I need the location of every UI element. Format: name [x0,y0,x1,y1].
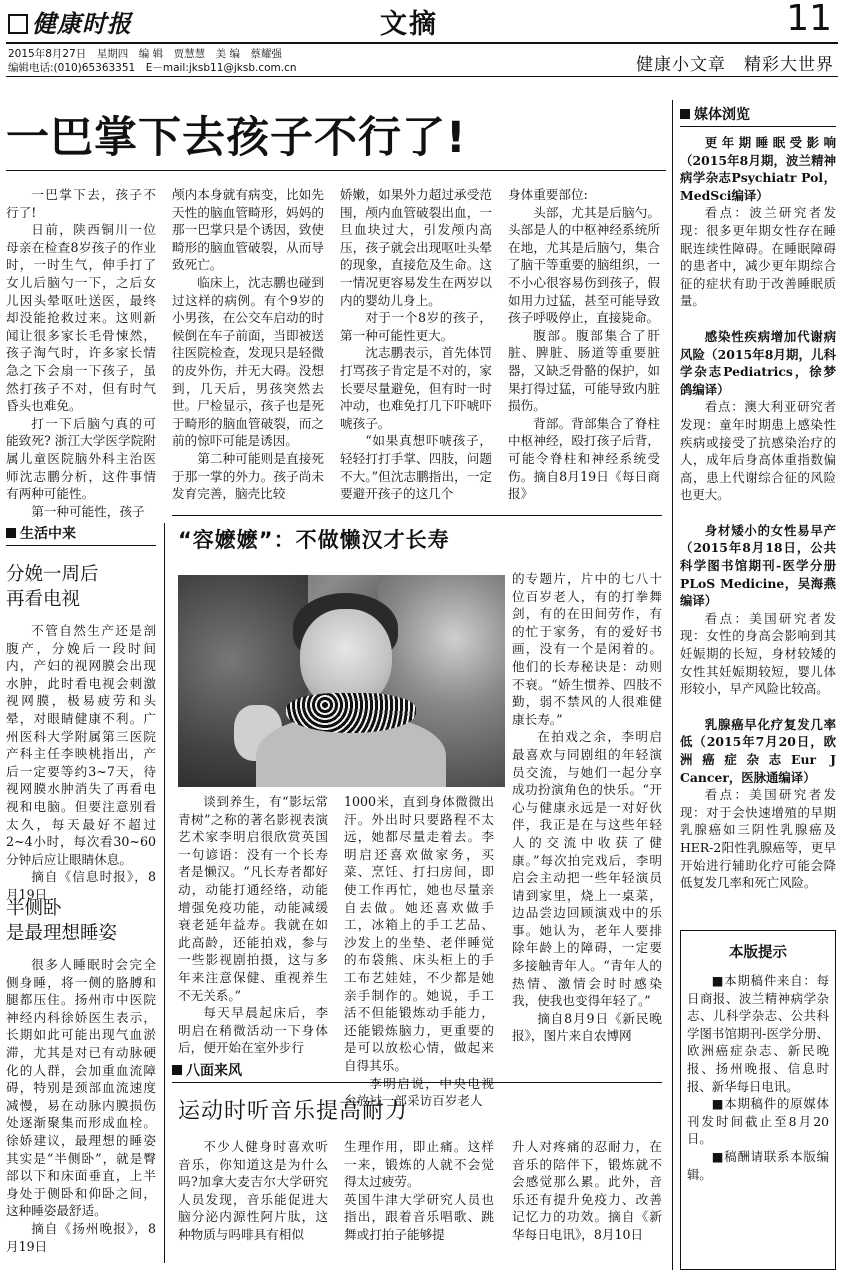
notice-item: ■稿酬请联系本版编辑。 [687,1148,829,1182]
paragraph: 身体重要部位: [508,187,588,202]
paragraph: 在拍戏之余，李明启最喜欢与同剧组的年轻演员交流，与她们一起分享成功扮演角色的快乐。“开心与健康永远是一对好伙伴，我正是在与这些年轻人的交流中收获了健康。”每次拍完戏后，李明启会主动把一些年轻演员请到家里，烧上一桌菜，边品尝边回顾演戏中的乐事。她认为，老年人要排除年龄上的障碍，一定要多接触青年人。“青年人的热情、激情会时时感染我，使我也变得年轻了。” [512,729,662,1009]
media-item-body: 看点：美国研究者发现：女性的身高会影响到其妊娠期的长短，身材较矮的女性其妊娠期较短，婴儿体形较小，早产风险比较高。 [680,610,836,697]
paragraph: 背部。背部集合了脊柱中枢神经，殴打孩子后背，可能令脊柱和神经系统受伤。摘自8月19日《每日商报》 [508,415,660,502]
newspaper-logo: 健康时报 [8,4,138,40]
paragraph: 腹部。腹部集合了肝脏、脾脏、肠道等重要脏器，又缺乏骨骼的保护，如果打得过猛，可能导致内脏损伤。 [508,327,660,414]
feature-col-c [512,570,662,1045]
section-tag-music: 八面来风 [172,1060,662,1083]
sidebar-divider [672,100,673,1270]
paragraph: 的专题片，片中的七八十位百岁老人，有的打拳舞剑，有的在田间劳作，有的忙于家务，有的爱好书画，没有一个是闲着的。他们的长寿秘诀是：动则不衰。“娇生惯养、四肢不勤，弱不禁风的人很难健康长寿。” [512,571,662,727]
source-note: 摘自8月9日《新民晚报》，图片来自农博网 [512,1010,662,1044]
paragraph: 对于一个8岁的孩子，第一种可能性更大。 [340,310,492,343]
media-item [680,716,836,892]
source-note: 摘自《信息时报》，8月19日 [6,869,156,902]
article-body-sleep [6,956,156,1255]
source-note: 摘自《扬州晚报》，8月19日 [6,1220,156,1254]
media-item-title: 身材矮小的女性易早产（2015年8月18日，公共科学图书馆期刊-医学分册PLoS Medicine，吴海燕编译） [680,522,836,609]
section-tag-media: 媒体浏览 [680,104,836,127]
music-col-c [512,1138,662,1244]
section-tag-life: 生活中来 [6,523,156,546]
header-rule [6,42,838,44]
article-title-tv: 分娩一周后 再看电视 [6,564,99,610]
media-item-title: 乳腺癌早化疗复发几率低（2015年7月20日，欧洲癌症杂志Eur J Cancer，医脉通编译） [680,716,836,785]
feature-top-rule [172,515,662,516]
header-rule-2 [6,76,838,77]
paragraph: 临床上，沈志鹏也碰到过这样的病例。有个9岁的小男孩，在公交车启动的时候倒在车子前面，当即被送往医院检查，发现只是轻微的皮外伤，并无大碍。没想到，几天后，男孩突然去世。尸检显示，孩子也是死于畸形的脑血管破裂，而之前的惊吓可能是诱因。 [172,274,324,449]
square-icon [172,1065,182,1075]
media-item-body: 看点：美国研究者发现：对于会快速增殖的早期乳腺癌如三阴性乳腺癌及HER-2阳性乳腺癌等，更早开始进行辅助化疗可能会降低复发几率和死亡风险。 [680,787,836,891]
paragraph: 一巴掌下去，孩子不行了! [6,187,156,220]
feature-photo [178,575,505,787]
paragraph: 头部，尤其是后脑勺。头部是人的中枢神经系统所在地，尤其是后脑勺，集合了脑干等重要的脑组织，一不小心很容易伤到孩子，假如用力过猛，甚至可能导致孩子呼吸停止，直接毙命。 [508,204,660,326]
notice-item: ■本期稿件的原媒体刊发时间截止至8月20日。 [687,1096,829,1147]
music-headline: 运动时听音乐提高耐力 [178,1099,409,1124]
lead-col-2 [172,186,324,503]
feature-col-a [178,793,328,1057]
paragraph: 颅内本身就有病变，比如先天性的脑血管畸形，妈妈的那一巴掌只是个诱因，致使畸形的脑血管破裂，从而导致死亡。 [172,187,324,273]
media-item-body: 看点：澳大利亚研究者发现：童年时期患上感染性疾病或接受了抗感染治疗的人，成年后身高体重指数偏高，患上代谢综合征的风险也更大。 [680,399,836,503]
music-col-b [344,1138,494,1244]
square-icon [680,109,690,119]
music-col-a [178,1138,328,1244]
paragraph: 不管自然生产还是剖腹产，分娩后一段时间内，产妇的视网膜会出现水肿，此时看电视会刺激视网膜，极易疲劳和头晕，对眼睛健康不利。广州医科大学附属第三医院产科主任李映桃指出，产后一定要等约3~7天，待视网膜水肿消失了再看电视和电脑。但要注意别看太久，每天最好不超过2~4小时，每次看30~60分钟后应让眼睛休息。 [6,623,156,867]
feature-headline: “容嬷嬷”：不做懒汉才长寿 [178,528,450,552]
lead-headline: 一巴掌下去孩子不行了! [6,113,467,163]
notice-body [681,962,835,1183]
paragraph: 生理作用，即止痛。这样一来，锻炼的人就不会觉得太过疲劳。 英国牛津大学研究人员也指出，跟着音乐唱歌、跳舞或打拍子能够提 [344,1139,494,1242]
section-title: 文摘 [380,9,438,40]
media-item [680,522,836,698]
notice-item: ■本期稿件来自：每日商报、波兰精神病学杂志、儿科学杂志、公共科学图书馆期刊-医学分册、欧洲癌症杂志、新民晚报、扬州晚报、信息时报、新华每日电讯。 [687,973,829,1094]
media-list [680,134,836,892]
paragraph: 日前，陕西铜川一位母亲在检查8岁孩子的作业时，一时生气，伸手打了女儿后脑勺一下，之后女儿因头晕呕吐送医，最终却没能抢救过来。这则新闻让很多家长毛骨悚然，孩子淘气时，许多家长情急之下会扇一下孩子，虽然打孩子不对，但有时气昏头也难免。 [6,222,156,414]
paragraph: 升人对疼痛的忍耐力，在音乐的陪伴下，锻炼就不会感觉那么累。此外，音乐还有提升免疫力、改善记忆力的功效。摘自《新华每日电讯》，8月10日 [512,1139,662,1242]
paragraph: 李明启说，中央电视台放过一部采访百岁老人 [344,1075,494,1109]
paragraph: 娇嫩，如果外力超过承受范围，颅内血管破裂出血，一旦血块过大，引发颅内高压，孩子就会出现呕吐头晕的现象，直接危及生命。这一情况更容易发生在两岁以内的婴幼儿身上。 [340,187,492,308]
lead-col-1 [6,186,156,520]
tagline: 健康小文章 精彩大世界 [636,55,834,75]
issue-info: 2015年8月27日 星期四 编 辑 贾慧慧 美 编 蔡耀强 [8,48,282,60]
paragraph: 每天早晨起床后，李明启在稍微活动一下身体后，便开始在室外步行 [178,1005,328,1056]
paragraph: 打一下后脑勺真的可能致死? 浙江大学医学院附属儿童医院脑外科主治医师沈志鹏分析，这件事情有两种可能性。 [6,415,156,502]
logo-icon [8,14,28,34]
editor-contact: 编辑电话:(010)65363351 E－mail:jksb11@jksb.com.cn [8,62,297,74]
paragraph: 第一种可能性，孩子 [31,503,145,519]
square-icon [6,528,16,538]
lead-col-4 [508,186,660,503]
notice-box [680,930,836,1270]
page-number: 11 [786,0,832,39]
paragraph: 很多人睡眠时会完全侧身睡，将一侧的胳膊和腿都压住。扬州市中医院神经内科徐娇医生表示，长期如此可能出现气血淤滞，尤其是对已有动脉硬化的人群，会加重血流障碍，特别是颈部血流速度减慢，易在动脉内膜损伤处逐渐聚集而形成血栓。徐娇建议，最理想的睡姿其实是“半侧卧”，就是臀部以下和床面垂直，上半身处于侧卧和仰卧之间，这种睡姿最舒适。 [6,957,156,1219]
article-body-tv [6,622,156,904]
column-divider [164,523,165,1263]
lead-col-3 [340,186,492,503]
paragraph: 1000米，直到身体微微出汗。外出时只要路程不太远，她都尽量走着去。李明启还喜欢做家务，买菜、烹饪、打扫房间，即使工作再忙，她也尽量亲自去做。她还喜欢做手工，冰箱上的手工艺品、沙发上的坐垫、老伴睡觉的布袋熊、床头柜上的手工布艺娃娃，不少都是她亲手制作的。她说，手工活不但能锻炼动手能力，还能锻炼脑力，更重要的是可以放松心情，做起来自得其乐。 [344,794,494,1073]
paragraph: 不少人健身时喜欢听音乐，你知道这是为什么吗?加拿大麦吉尔大学研究人员发现，音乐能促进大脑分泌内源性阿片肽，这种物质与吗啡具有相似 [178,1139,328,1242]
media-item-body: 看点：波兰研究者发现：很多更年期女性存在睡眠连续性障碍。在睡眠障碍的患者中，减少更年期综合征的症状有助于改善睡眠质量。 [680,205,836,309]
paragraph: “如果真想吓唬孩子，轻轻打打手掌、四肢，问题不大。”但沈志鹏指出，一定要避开孩子的这几个 [340,433,492,502]
lead-rule [6,170,666,171]
paragraph: 谈到养生，有“影坛常青树”之称的著名影视表演艺术家李明启很欣赏英国一句谚语：没有一个长寿者是懒汉。“凡长寿者都好动，动能打通经络，动能增强免疫功能，动能减缓衰老延年益寿。我就在如此高龄，还能拍戏，参与一些影视剧拍摄，这与多年来注意保健、重视养生不无关系。” [178,794,328,1003]
article-title-sleep: 半侧卧 是最理想睡姿 [6,898,118,944]
media-item-title: 感染性疾病增加代谢病风险（2015年8月期，儿科学杂志Pediatrics，徐梦鸽编译） [680,328,836,397]
paragraph: 沈志鹏表示，首先体罚打骂孩子肯定是不对的，家长要尽量避免，但有时一时冲动，也难免打几下吓唬吓唬孩子。 [340,345,492,431]
media-item [680,134,836,310]
notice-title: 本版提示 [729,945,787,961]
paragraph: 第二种可能则是直接死于那一掌的外力。孩子尚未发育完善，脑壳比较 [172,450,324,502]
media-item [680,328,836,504]
media-item-title: 更年期睡眠受影响（2015年8月期，波兰精神病学杂志Psychiatr Pol，MedSci编译） [680,135,836,203]
